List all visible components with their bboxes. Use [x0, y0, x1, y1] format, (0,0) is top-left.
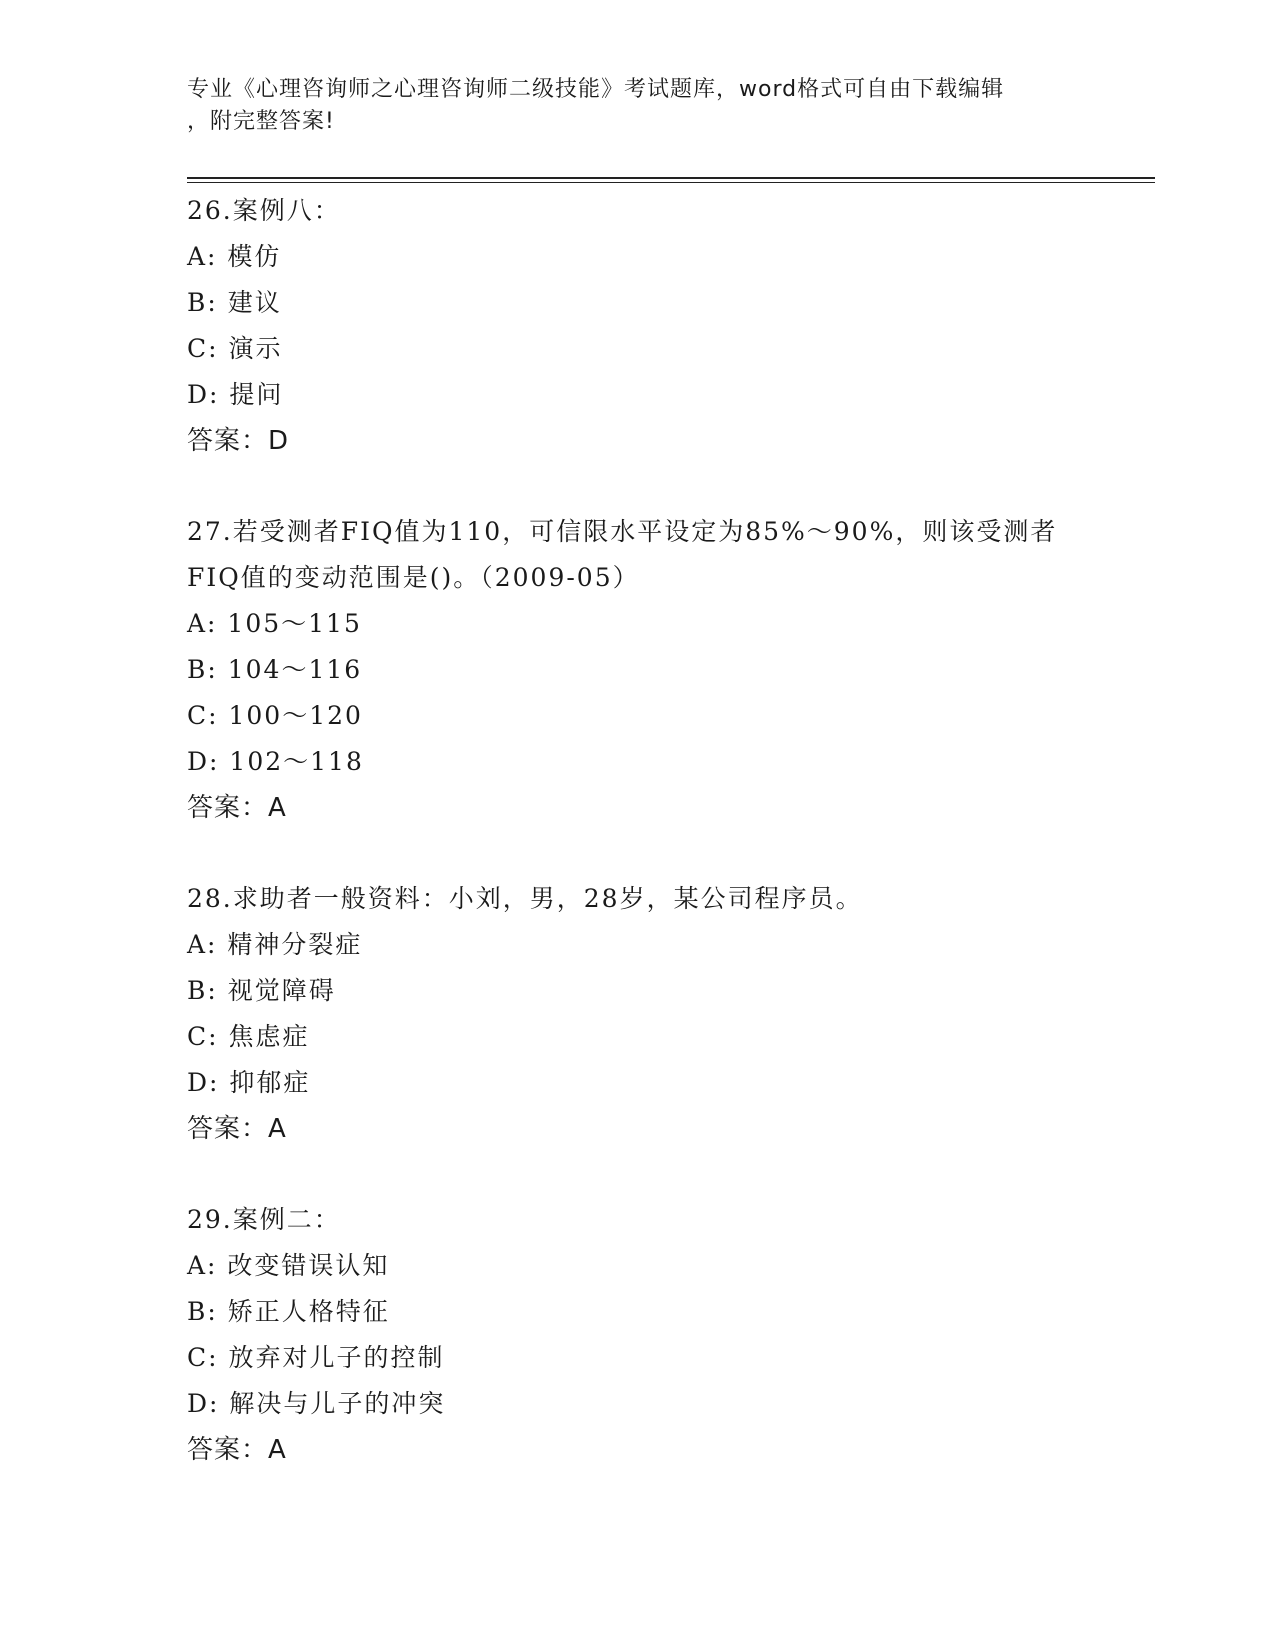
- question-stem-line-1: 27.若受测者FIQ值为110，可信限水平设定为85%～90%，则该受测者: [187, 517, 1058, 546]
- option-c: C: 演示: [187, 334, 283, 363]
- option-d: D: 102～118: [187, 747, 364, 776]
- answer-label: 答案：A: [187, 1435, 287, 1465]
- question-stem: 26.案例八：: [187, 196, 341, 225]
- option-a: A: 改变错误认知: [187, 1251, 390, 1280]
- option-a: A: 精神分裂症: [187, 930, 363, 959]
- question-stem: 28.求助者一般资料：小刘，男，28岁，某公司程序员。: [187, 884, 863, 913]
- option-d: D: 解决与儿子的冲突: [187, 1389, 446, 1418]
- answer-label: 答案：D: [187, 426, 290, 456]
- question-29: [187, 1197, 1087, 1473]
- question-26: [187, 188, 1087, 464]
- header-divider-thick: [187, 177, 1155, 179]
- page-header: [187, 74, 1087, 138]
- option-b: B: 建议: [187, 288, 282, 317]
- option-b: B: 104～116: [187, 655, 363, 684]
- question-stem-line-2: FIQ值的变动范围是()。（2009-05）: [187, 563, 640, 592]
- answer-label: 答案：A: [187, 793, 287, 823]
- question-stem: 29.案例二：: [187, 1205, 341, 1234]
- option-d: D: 提问: [187, 380, 284, 409]
- header-line-2: ，附完整答案!: [187, 109, 335, 134]
- option-c: C: 焦虑症: [187, 1022, 310, 1051]
- question-27: [187, 509, 1087, 831]
- option-b: B: 矫正人格特征: [187, 1297, 390, 1326]
- option-c: C: 放弃对儿子的控制: [187, 1343, 445, 1372]
- option-a: A: 模仿: [187, 242, 282, 271]
- option-c: C: 100～120: [187, 701, 363, 730]
- header-divider-thin: [187, 182, 1155, 183]
- question-list: [187, 188, 1087, 1518]
- option-b: B: 视觉障碍: [187, 976, 336, 1005]
- header-line-1: 专业《心理咨询师之心理咨询师二级技能》考试题库，word格式可自由下载编辑: [187, 77, 1005, 102]
- option-d: D: 抑郁症: [187, 1068, 311, 1097]
- question-28: [187, 876, 1087, 1152]
- answer-label: 答案：A: [187, 1114, 287, 1144]
- option-a: A: 105～115: [187, 609, 362, 638]
